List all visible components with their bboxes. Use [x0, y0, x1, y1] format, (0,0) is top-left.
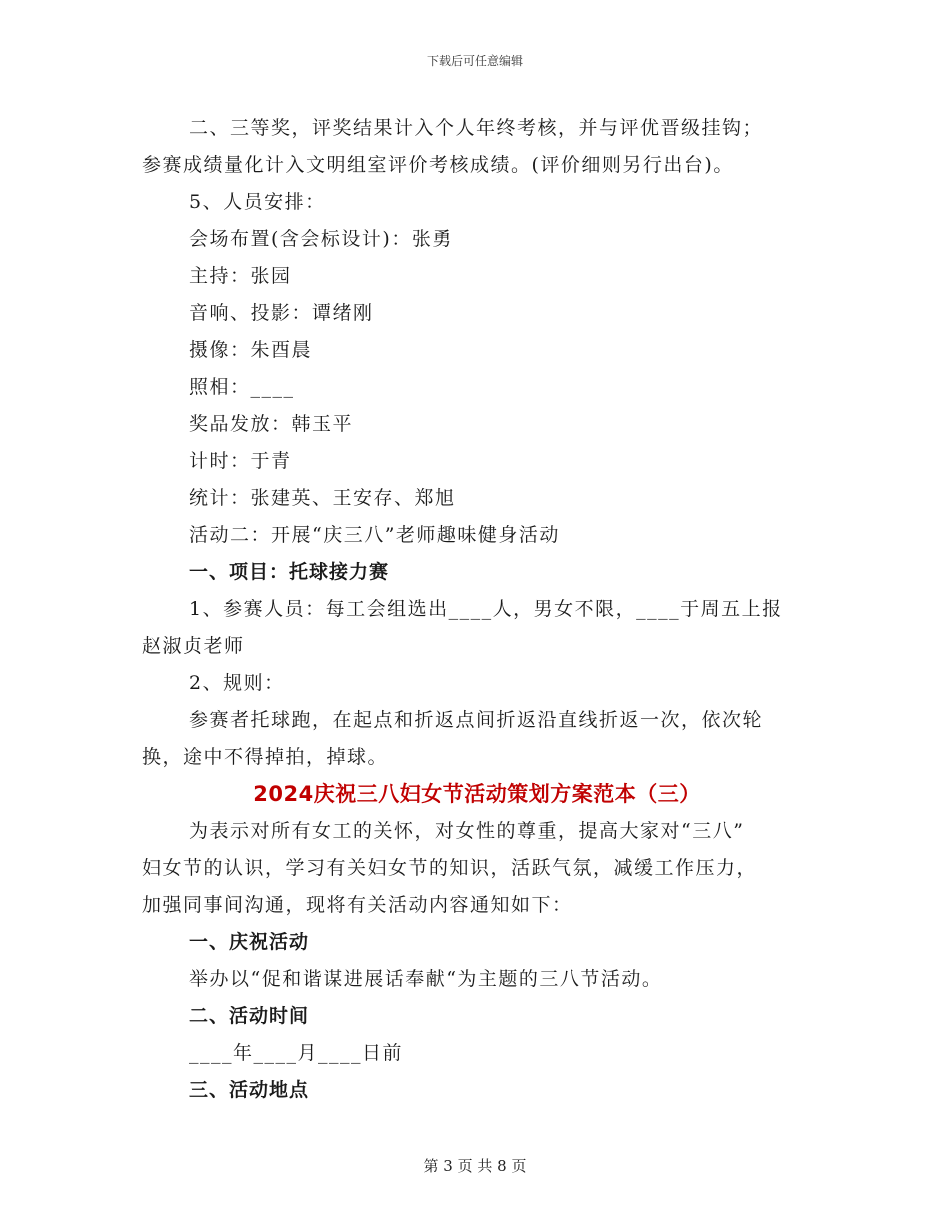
section-heading: 二、活动时间 [189, 1005, 310, 1027]
staff-item: 统计：张建英、王安存、郑旭 [189, 487, 456, 509]
paragraph-line: ____年____月____日前 [189, 1042, 404, 1064]
paragraph-line: 妇女节的认识，学习有关妇女节的知识，活跃气氛，减缓工作压力， [142, 857, 758, 879]
activity-heading: 活动二：开展“庆三八”老师趣味健身活动 [189, 524, 560, 546]
staff-item: 奖品发放：韩玉平 [189, 413, 354, 435]
paragraph-line: 举办以“促和谐谋进展话奉献“为主题的三八节活动。 [189, 968, 663, 990]
staff-item: 摄像：朱酉晨 [189, 339, 313, 361]
paragraph-line: 1、参赛人员：每工会组选出____人，男女不限，____于周五上报 [189, 598, 783, 620]
document-body [142, 110, 812, 1109]
section-heading: 5、人员安排： [189, 191, 326, 213]
page-footer: 第 3 页 共 8 页 [423, 1157, 527, 1175]
paragraph-line: 参赛者托球跑，在起点和折返点间折返沿直线折返一次，依次轮 [189, 709, 764, 731]
section-heading: 三、活动地点 [189, 1079, 310, 1101]
paragraph-line: 加强同事间沟通，现将有关活动内容通知如下： [142, 894, 573, 916]
project-heading: 一、项目：托球接力赛 [189, 561, 390, 583]
paragraph-line: 为表示对所有女工的关怀，对女性的尊重，提高大家对“三八” [189, 820, 745, 842]
staff-item: 主持：张园 [189, 265, 292, 287]
staff-item: 照相：____ [189, 376, 295, 398]
paragraph-line: 参赛成绩量化计入文明组室评价考核成绩。(评价细则另行出台)。 [142, 154, 734, 176]
page-header: 下载后可任意编辑 [426, 54, 523, 68]
staff-item: 音响、投影：谭绪刚 [189, 302, 374, 324]
section-heading: 2、规则： [189, 672, 285, 694]
paragraph-line: 二、三等奖，评奖结果计入个人年终考核，并与评优晋级挂钩； [189, 117, 764, 139]
section-title: 2024庆祝三八妇女节活动策划方案范本（三） [253, 782, 701, 806]
section-heading: 一、庆祝活动 [189, 931, 310, 953]
staff-item: 会场布置(含会标设计)：张勇 [189, 228, 453, 250]
paragraph-line: 换，途中不得掉拍，掉球。 [142, 746, 389, 768]
paragraph-line: 赵淑贞老师 [142, 635, 245, 657]
staff-item: 计时：于青 [189, 450, 292, 472]
